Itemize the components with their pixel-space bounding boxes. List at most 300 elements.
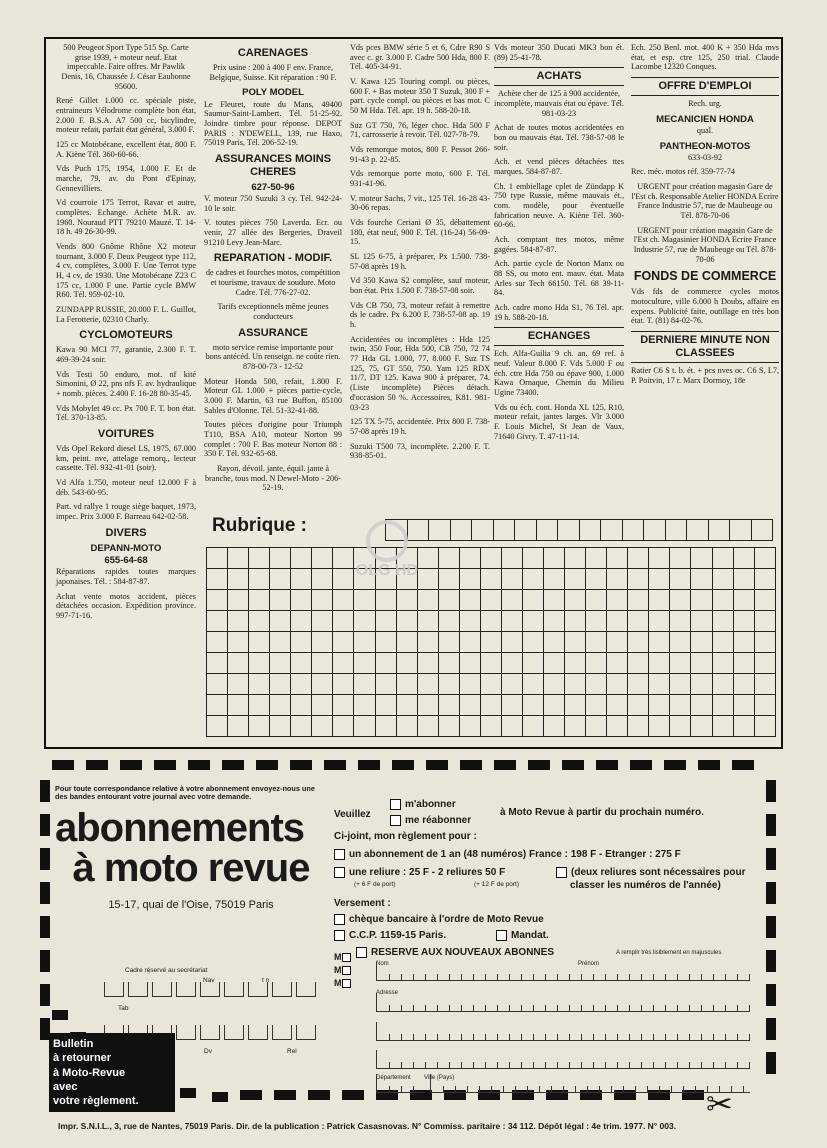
grid-cell[interactable] bbox=[249, 611, 270, 632]
grid-cell[interactable] bbox=[459, 716, 480, 737]
grid-cell[interactable] bbox=[417, 590, 438, 611]
grid-cell[interactable] bbox=[459, 590, 480, 611]
grid-cell[interactable] bbox=[228, 716, 249, 737]
grid-cell[interactable] bbox=[708, 519, 731, 541]
grid-cell[interactable] bbox=[375, 716, 396, 737]
grid-cell[interactable] bbox=[522, 674, 543, 695]
grid-cell[interactable] bbox=[396, 674, 417, 695]
grid-cell[interactable] bbox=[354, 653, 375, 674]
option-abonnement[interactable]: un abonnement de 1 an (48 numéros) France : 198 F - Etranger : 275 F bbox=[334, 849, 681, 860]
grid-cell[interactable] bbox=[438, 569, 459, 590]
grid-cell[interactable] bbox=[691, 653, 712, 674]
grid-cell[interactable] bbox=[375, 695, 396, 716]
grid-cell[interactable] bbox=[480, 695, 501, 716]
option-reabonner[interactable]: me réabonner bbox=[390, 815, 471, 826]
grid-cell[interactable] bbox=[649, 548, 670, 569]
grid-cell[interactable] bbox=[438, 674, 459, 695]
cadre-box[interactable] bbox=[176, 1025, 196, 1040]
grid-cell[interactable] bbox=[712, 695, 733, 716]
grid-cell[interactable] bbox=[291, 611, 312, 632]
grid-cell[interactable] bbox=[733, 611, 754, 632]
grid-cell[interactable] bbox=[586, 611, 607, 632]
grid-cell[interactable] bbox=[665, 519, 688, 541]
grid-cell[interactable] bbox=[207, 590, 228, 611]
grid-cell[interactable] bbox=[691, 632, 712, 653]
grid-cell[interactable] bbox=[228, 569, 249, 590]
grid-cell[interactable] bbox=[522, 716, 543, 737]
grid-cell[interactable] bbox=[544, 716, 565, 737]
option-mandat[interactable]: Mandat. bbox=[496, 930, 549, 941]
cadre-box[interactable] bbox=[224, 1025, 244, 1040]
grid-cell[interactable] bbox=[544, 611, 565, 632]
cadre-box[interactable] bbox=[272, 1025, 292, 1040]
cadre-box[interactable] bbox=[272, 982, 292, 997]
grid-cell[interactable] bbox=[514, 519, 537, 541]
grid-cell[interactable] bbox=[417, 695, 438, 716]
option-reliure[interactable]: une reliure : 25 F - 2 reliures 50 F bbox=[334, 867, 505, 878]
grid-cell[interactable] bbox=[607, 695, 628, 716]
grid-cell[interactable] bbox=[375, 632, 396, 653]
grid-cell[interactable] bbox=[522, 653, 543, 674]
grid-cell[interactable] bbox=[207, 695, 228, 716]
cadre-box[interactable] bbox=[296, 1025, 316, 1040]
grid-cell[interactable] bbox=[712, 653, 733, 674]
grid-cell[interactable] bbox=[712, 674, 733, 695]
grid-cell[interactable] bbox=[607, 674, 628, 695]
grid-cell[interactable] bbox=[228, 632, 249, 653]
grid-cell[interactable] bbox=[628, 548, 649, 569]
grid-cell[interactable] bbox=[544, 674, 565, 695]
grid-cell[interactable] bbox=[354, 590, 375, 611]
cadre-box[interactable] bbox=[200, 1025, 220, 1040]
form-line[interactable] bbox=[376, 962, 750, 981]
grid-cell[interactable] bbox=[459, 695, 480, 716]
grid-cell[interactable] bbox=[586, 716, 607, 737]
grid-cell[interactable] bbox=[565, 569, 586, 590]
grid-cell[interactable] bbox=[501, 716, 522, 737]
option-deux-reliures[interactable]: (deux reliures sont nécessaires pour bbox=[556, 867, 746, 878]
grid-cell[interactable] bbox=[557, 519, 580, 541]
rubrique-grid[interactable] bbox=[206, 547, 776, 737]
grid-cell[interactable] bbox=[628, 632, 649, 653]
grid-cell[interactable] bbox=[438, 653, 459, 674]
grid-cell[interactable] bbox=[459, 569, 480, 590]
grid-cell[interactable] bbox=[649, 569, 670, 590]
grid-cell[interactable] bbox=[249, 695, 270, 716]
cadre-box[interactable] bbox=[176, 982, 196, 997]
civility-m3[interactable]: M bbox=[334, 978, 355, 988]
grid-cell[interactable] bbox=[628, 653, 649, 674]
grid-cell[interactable] bbox=[249, 674, 270, 695]
grid-cell[interactable] bbox=[291, 569, 312, 590]
grid-cell[interactable] bbox=[733, 674, 754, 695]
grid-cell[interactable] bbox=[396, 653, 417, 674]
checkbox[interactable] bbox=[356, 947, 367, 958]
reserve-nouveaux-abonnes[interactable]: RESERVE AUX NOUVEAUX ABONNES bbox=[356, 947, 554, 958]
grid-cell[interactable] bbox=[522, 548, 543, 569]
checkbox[interactable] bbox=[342, 979, 351, 988]
grid-cell[interactable] bbox=[291, 548, 312, 569]
grid-cell[interactable] bbox=[607, 590, 628, 611]
grid-cell[interactable] bbox=[729, 519, 752, 541]
grid-cell[interactable] bbox=[417, 674, 438, 695]
checkbox[interactable] bbox=[334, 914, 345, 925]
grid-cell[interactable] bbox=[375, 611, 396, 632]
grid-cell[interactable] bbox=[751, 519, 774, 541]
grid-cell[interactable] bbox=[712, 611, 733, 632]
grid-cell[interactable] bbox=[228, 695, 249, 716]
grid-cell[interactable] bbox=[354, 632, 375, 653]
grid-cell[interactable] bbox=[501, 611, 522, 632]
grid-cell[interactable] bbox=[607, 569, 628, 590]
grid-cell[interactable] bbox=[754, 632, 775, 653]
grid-cell[interactable] bbox=[691, 611, 712, 632]
grid-cell[interactable] bbox=[312, 653, 333, 674]
classified-ad: Vds Mobylet 49 cc. Px 700 F. T. bon état. Tél. 370-13-85. bbox=[56, 403, 196, 423]
grid-cell[interactable] bbox=[544, 548, 565, 569]
cadre-box[interactable] bbox=[248, 982, 268, 997]
checkbox[interactable] bbox=[342, 966, 351, 975]
grid-cell[interactable] bbox=[649, 611, 670, 632]
grid-cell[interactable] bbox=[493, 519, 516, 541]
grid-cell[interactable] bbox=[628, 716, 649, 737]
cadre-box[interactable] bbox=[296, 982, 316, 997]
grid-cell[interactable] bbox=[417, 653, 438, 674]
option-cheque[interactable]: chèque bancaire à l'ordre de Moto Revue bbox=[334, 914, 544, 925]
grid-cell[interactable] bbox=[733, 590, 754, 611]
grid-cell[interactable] bbox=[522, 611, 543, 632]
grid-cell[interactable] bbox=[579, 519, 602, 541]
grid-cell[interactable] bbox=[249, 632, 270, 653]
grid-cell[interactable] bbox=[628, 674, 649, 695]
grid-cell[interactable] bbox=[607, 716, 628, 737]
grid-cell[interactable] bbox=[586, 632, 607, 653]
cadre-box[interactable] bbox=[104, 982, 124, 997]
grid-cell[interactable] bbox=[438, 716, 459, 737]
grid-cell[interactable] bbox=[207, 653, 228, 674]
option-mabonner[interactable]: m'abonner bbox=[390, 799, 456, 810]
grid-cell[interactable] bbox=[544, 590, 565, 611]
grid-cell[interactable] bbox=[438, 695, 459, 716]
grid-cell[interactable] bbox=[565, 548, 586, 569]
grid-cell[interactable] bbox=[480, 674, 501, 695]
grid-cell[interactable] bbox=[375, 653, 396, 674]
grid-cell[interactable] bbox=[565, 674, 586, 695]
grid-cell[interactable] bbox=[607, 611, 628, 632]
grid-cell[interactable] bbox=[544, 569, 565, 590]
grid-cell[interactable] bbox=[586, 569, 607, 590]
grid-cell[interactable] bbox=[270, 653, 291, 674]
grid-cell[interactable] bbox=[712, 716, 733, 737]
grid-cell[interactable] bbox=[291, 716, 312, 737]
grid-cell[interactable] bbox=[522, 569, 543, 590]
grid-cell[interactable] bbox=[354, 695, 375, 716]
grid-cell[interactable] bbox=[565, 695, 586, 716]
checkbox[interactable] bbox=[334, 930, 345, 941]
grid-cell[interactable] bbox=[480, 548, 501, 569]
grid-cell[interactable] bbox=[565, 590, 586, 611]
grid-cell[interactable] bbox=[480, 569, 501, 590]
grid-cell[interactable] bbox=[450, 519, 473, 541]
grid-cell[interactable] bbox=[270, 569, 291, 590]
grid-cell[interactable] bbox=[333, 590, 354, 611]
grid-cell[interactable] bbox=[586, 590, 607, 611]
grid-cell[interactable] bbox=[333, 674, 354, 695]
grid-cell[interactable] bbox=[501, 695, 522, 716]
grid-cell[interactable] bbox=[438, 548, 459, 569]
grid-cell[interactable] bbox=[649, 590, 670, 611]
grid-cell[interactable] bbox=[649, 674, 670, 695]
checkbox[interactable] bbox=[334, 849, 345, 860]
form-line[interactable] bbox=[376, 993, 750, 1012]
grid-cell[interactable] bbox=[480, 653, 501, 674]
form-line[interactable] bbox=[376, 1074, 425, 1093]
grid-cell[interactable] bbox=[691, 590, 712, 611]
grid-cell[interactable] bbox=[375, 674, 396, 695]
grid-cell[interactable] bbox=[691, 569, 712, 590]
civility-m2[interactable]: M bbox=[334, 965, 355, 975]
grid-cell[interactable] bbox=[291, 632, 312, 653]
grid-cell[interactable] bbox=[396, 716, 417, 737]
grid-cell[interactable] bbox=[628, 590, 649, 611]
grid-cell[interactable] bbox=[249, 548, 270, 569]
grid-cell[interactable] bbox=[270, 632, 291, 653]
grid-cell[interactable] bbox=[312, 716, 333, 737]
grid-cell[interactable] bbox=[270, 716, 291, 737]
grid-cell[interactable] bbox=[228, 548, 249, 569]
grid-cell[interactable] bbox=[438, 611, 459, 632]
grid-cell[interactable] bbox=[459, 632, 480, 653]
grid-cell[interactable] bbox=[438, 590, 459, 611]
grid-cell[interactable] bbox=[586, 548, 607, 569]
grid-cell[interactable] bbox=[586, 653, 607, 674]
grid-cell[interactable] bbox=[754, 569, 775, 590]
cadre-box[interactable] bbox=[200, 982, 220, 997]
grid-cell[interactable] bbox=[354, 674, 375, 695]
grid-cell[interactable] bbox=[670, 716, 691, 737]
grid-cell[interactable] bbox=[207, 611, 228, 632]
grid-cell[interactable] bbox=[501, 674, 522, 695]
grid-cell[interactable] bbox=[600, 519, 623, 541]
grid-cell[interactable] bbox=[691, 695, 712, 716]
grid-cell[interactable] bbox=[312, 674, 333, 695]
grid-cell[interactable] bbox=[649, 632, 670, 653]
line-tick bbox=[509, 1005, 510, 1011]
grid-cell[interactable] bbox=[312, 632, 333, 653]
grid-cell[interactable] bbox=[333, 716, 354, 737]
grid-cell[interactable] bbox=[396, 611, 417, 632]
grid-cell[interactable] bbox=[333, 653, 354, 674]
grid-cell[interactable] bbox=[501, 569, 522, 590]
grid-cell[interactable] bbox=[544, 632, 565, 653]
grid-cell[interactable] bbox=[691, 716, 712, 737]
grid-cell[interactable] bbox=[565, 716, 586, 737]
grid-cell[interactable] bbox=[312, 695, 333, 716]
grid-cell[interactable] bbox=[312, 548, 333, 569]
option-ccp[interactable]: C.C.P. 1159-15 Paris. bbox=[334, 930, 446, 941]
grid-cell[interactable] bbox=[228, 674, 249, 695]
grid-cell[interactable] bbox=[754, 674, 775, 695]
grid-cell[interactable] bbox=[649, 695, 670, 716]
grid-cell[interactable] bbox=[586, 695, 607, 716]
grid-cell[interactable] bbox=[501, 590, 522, 611]
grid-cell[interactable] bbox=[459, 548, 480, 569]
grid-cell[interactable] bbox=[643, 519, 666, 541]
grid-cell[interactable] bbox=[312, 611, 333, 632]
grid-cell[interactable] bbox=[733, 632, 754, 653]
checkbox[interactable] bbox=[556, 867, 567, 878]
grid-cell[interactable] bbox=[649, 653, 670, 674]
grid-cell[interactable] bbox=[565, 653, 586, 674]
grid-cell[interactable] bbox=[586, 674, 607, 695]
cadre-box[interactable] bbox=[128, 982, 148, 997]
grid-cell[interactable] bbox=[249, 716, 270, 737]
rubrique-first-row[interactable] bbox=[386, 519, 773, 541]
grid-cell[interactable] bbox=[628, 569, 649, 590]
grid-cell[interactable] bbox=[480, 590, 501, 611]
grid-cell[interactable] bbox=[670, 695, 691, 716]
form-line[interactable] bbox=[430, 1074, 750, 1093]
checkbox[interactable] bbox=[342, 953, 351, 962]
grid-cell[interactable] bbox=[733, 569, 754, 590]
grid-cell[interactable] bbox=[270, 695, 291, 716]
grid-cell[interactable] bbox=[686, 519, 709, 541]
grid-cell[interactable] bbox=[733, 548, 754, 569]
grid-cell[interactable] bbox=[754, 548, 775, 569]
grid-cell[interactable] bbox=[291, 674, 312, 695]
grid-cell[interactable] bbox=[670, 548, 691, 569]
grid-cell[interactable] bbox=[291, 695, 312, 716]
grid-cell[interactable] bbox=[270, 611, 291, 632]
grid-cell[interactable] bbox=[270, 674, 291, 695]
grid-cell[interactable] bbox=[501, 653, 522, 674]
grid-cell[interactable] bbox=[249, 653, 270, 674]
grid-cell[interactable] bbox=[522, 590, 543, 611]
grid-cell[interactable] bbox=[228, 590, 249, 611]
grid-cell[interactable] bbox=[354, 716, 375, 737]
form-line[interactable] bbox=[376, 1022, 750, 1041]
grid-cell[interactable] bbox=[628, 695, 649, 716]
checkbox[interactable] bbox=[390, 799, 401, 810]
tab-label: Tab bbox=[118, 1005, 129, 1012]
grid-cell[interactable] bbox=[270, 548, 291, 569]
grid-cell[interactable] bbox=[522, 632, 543, 653]
grid-cell[interactable] bbox=[270, 590, 291, 611]
grid-cell[interactable] bbox=[754, 653, 775, 674]
grid-cell[interactable] bbox=[712, 569, 733, 590]
grid-cell[interactable] bbox=[354, 611, 375, 632]
grid-cell[interactable] bbox=[733, 653, 754, 674]
grid-cell[interactable] bbox=[480, 611, 501, 632]
grid-cell[interactable] bbox=[228, 611, 249, 632]
grid-cell[interactable] bbox=[691, 548, 712, 569]
grid-cell[interactable] bbox=[375, 590, 396, 611]
grid-cell[interactable] bbox=[249, 590, 270, 611]
grid-cell[interactable] bbox=[228, 653, 249, 674]
grid-cell[interactable] bbox=[417, 611, 438, 632]
grid-cell[interactable] bbox=[649, 716, 670, 737]
grid-cell[interactable] bbox=[333, 632, 354, 653]
grid-cell[interactable] bbox=[207, 674, 228, 695]
nom-label: Nom bbox=[376, 961, 389, 967]
grid-cell[interactable] bbox=[417, 716, 438, 737]
grid-cell[interactable] bbox=[291, 653, 312, 674]
grid-cell[interactable] bbox=[471, 519, 494, 541]
grid-cell[interactable] bbox=[333, 695, 354, 716]
grid-cell[interactable] bbox=[565, 611, 586, 632]
grid-cell[interactable] bbox=[291, 590, 312, 611]
grid-cell[interactable] bbox=[396, 695, 417, 716]
grid-cell[interactable] bbox=[459, 611, 480, 632]
grid-cell[interactable] bbox=[544, 653, 565, 674]
grid-cell[interactable] bbox=[207, 569, 228, 590]
grid-cell[interactable] bbox=[459, 653, 480, 674]
grid-cell[interactable] bbox=[670, 611, 691, 632]
checkbox[interactable] bbox=[334, 867, 345, 878]
grid-cell[interactable] bbox=[396, 590, 417, 611]
grid-cell[interactable] bbox=[691, 674, 712, 695]
grid-cell[interactable] bbox=[417, 632, 438, 653]
grid-cell[interactable] bbox=[733, 695, 754, 716]
grid-cell[interactable] bbox=[712, 590, 733, 611]
grid-cell[interactable] bbox=[712, 632, 733, 653]
grid-cell[interactable] bbox=[754, 716, 775, 737]
civility-m1[interactable]: M bbox=[334, 952, 355, 962]
grid-cell[interactable] bbox=[670, 569, 691, 590]
grid-cell[interactable] bbox=[544, 695, 565, 716]
grid-cell[interactable] bbox=[480, 632, 501, 653]
form-line[interactable] bbox=[376, 1050, 750, 1069]
grid-cell[interactable] bbox=[428, 519, 451, 541]
grid-cell[interactable] bbox=[565, 632, 586, 653]
grid-cell[interactable] bbox=[207, 632, 228, 653]
grid-cell[interactable] bbox=[333, 611, 354, 632]
grid-cell[interactable] bbox=[670, 590, 691, 611]
grid-cell[interactable] bbox=[396, 632, 417, 653]
grid-cell[interactable] bbox=[670, 674, 691, 695]
checkbox[interactable] bbox=[390, 815, 401, 826]
grid-cell[interactable] bbox=[312, 569, 333, 590]
grid-cell[interactable] bbox=[522, 695, 543, 716]
grid-cell[interactable] bbox=[754, 695, 775, 716]
grid-cell[interactable] bbox=[501, 632, 522, 653]
grid-cell[interactable] bbox=[607, 653, 628, 674]
grid-cell[interactable] bbox=[249, 569, 270, 590]
cadre-box[interactable] bbox=[224, 982, 244, 997]
grid-cell[interactable] bbox=[670, 632, 691, 653]
cadre-box[interactable] bbox=[248, 1025, 268, 1040]
grid-cell[interactable] bbox=[501, 548, 522, 569]
grid-cell[interactable] bbox=[480, 716, 501, 737]
grid-cell[interactable] bbox=[207, 548, 228, 569]
grid-cell[interactable] bbox=[459, 674, 480, 695]
grid-cell[interactable] bbox=[622, 519, 645, 541]
grid-cell[interactable] bbox=[607, 548, 628, 569]
grid-cell[interactable] bbox=[536, 519, 559, 541]
grid-cell[interactable] bbox=[207, 716, 228, 737]
grid-cell[interactable] bbox=[733, 716, 754, 737]
grid-cell[interactable] bbox=[438, 632, 459, 653]
grid-cell[interactable] bbox=[670, 653, 691, 674]
grid-cell[interactable] bbox=[754, 590, 775, 611]
cadre-box[interactable] bbox=[152, 982, 172, 997]
grid-cell[interactable] bbox=[607, 632, 628, 653]
grid-cell[interactable] bbox=[628, 611, 649, 632]
grid-cell[interactable] bbox=[712, 548, 733, 569]
grid-cell[interactable] bbox=[312, 590, 333, 611]
grid-cell[interactable] bbox=[754, 611, 775, 632]
checkbox[interactable] bbox=[496, 930, 507, 941]
